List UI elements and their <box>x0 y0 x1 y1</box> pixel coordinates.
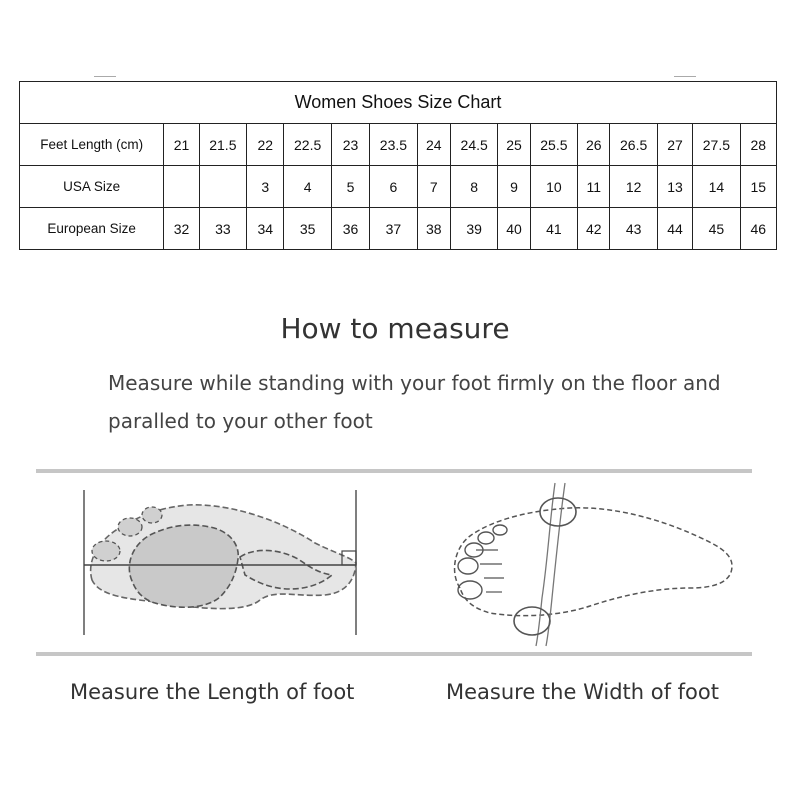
table-cell: 46 <box>740 208 776 250</box>
table-cell: 32 <box>164 208 199 250</box>
foot-width-icon <box>440 478 740 648</box>
table-cell: 21 <box>164 124 199 166</box>
table-cell: 26.5 <box>610 124 657 166</box>
table-cell: 35 <box>284 208 331 250</box>
table-cell: 27 <box>657 124 692 166</box>
table-cell: 34 <box>247 208 284 250</box>
table-cell: 26 <box>578 124 610 166</box>
table-cell: 10 <box>530 166 577 208</box>
table-cell: 27.5 <box>693 124 740 166</box>
table-cell <box>164 166 199 208</box>
table-cell: 42 <box>578 208 610 250</box>
table-cell: 12 <box>610 166 657 208</box>
table-cell: 45 <box>693 208 740 250</box>
table-cell: 23.5 <box>370 124 417 166</box>
caption-width: Measure the Width of foot <box>446 680 719 704</box>
row-label: European Size <box>20 208 164 250</box>
table-cell: 36 <box>331 208 369 250</box>
howto-instructions <box>108 364 748 440</box>
row-label: Feet Length (cm) <box>20 124 164 166</box>
chart-title: Women Shoes Size Chart <box>20 82 777 124</box>
table-cell: 14 <box>693 166 740 208</box>
table-row <box>20 166 777 208</box>
decor-tick-left <box>94 76 116 77</box>
size-chart-table <box>19 81 777 250</box>
decor-tick-right <box>674 76 696 77</box>
table-cell: 24 <box>417 124 450 166</box>
table-cell: 8 <box>450 166 497 208</box>
table-cell: 15 <box>740 166 776 208</box>
table-cell: 11 <box>578 166 610 208</box>
howto-title: How to measure <box>280 312 510 345</box>
table-cell: 24.5 <box>450 124 497 166</box>
foot-length-icon <box>70 485 370 645</box>
table-cell <box>199 166 246 208</box>
table-cell: 13 <box>657 166 692 208</box>
howto-line-1: Measure while standing with your foot firmly on the floor and <box>108 371 721 395</box>
caption-length: Measure the Length of foot <box>70 680 355 704</box>
table-cell: 23 <box>331 124 369 166</box>
table-cell: 6 <box>370 166 417 208</box>
table-cell: 28 <box>740 124 776 166</box>
table-cell: 5 <box>331 166 369 208</box>
table-cell: 41 <box>530 208 577 250</box>
table-cell: 3 <box>247 166 284 208</box>
table-cell: 9 <box>498 166 530 208</box>
table-cell: 7 <box>417 166 450 208</box>
table-cell: 22 <box>247 124 284 166</box>
chart-title-row <box>20 82 777 124</box>
divider-top <box>36 469 752 473</box>
table-cell: 21.5 <box>199 124 246 166</box>
howto-line-2: paralled to your other foot <box>108 409 373 433</box>
table-row <box>20 124 777 166</box>
table-cell: 4 <box>284 166 331 208</box>
table-cell: 22.5 <box>284 124 331 166</box>
table-cell: 38 <box>417 208 450 250</box>
table-cell: 39 <box>450 208 497 250</box>
table-cell: 33 <box>199 208 246 250</box>
divider-bottom <box>36 652 752 656</box>
table-cell: 44 <box>657 208 692 250</box>
table-cell: 37 <box>370 208 417 250</box>
table-cell: 40 <box>498 208 530 250</box>
row-label: USA Size <box>20 166 164 208</box>
table-cell: 43 <box>610 208 657 250</box>
table-cell: 25 <box>498 124 530 166</box>
table-cell: 25.5 <box>530 124 577 166</box>
table-row <box>20 208 777 250</box>
